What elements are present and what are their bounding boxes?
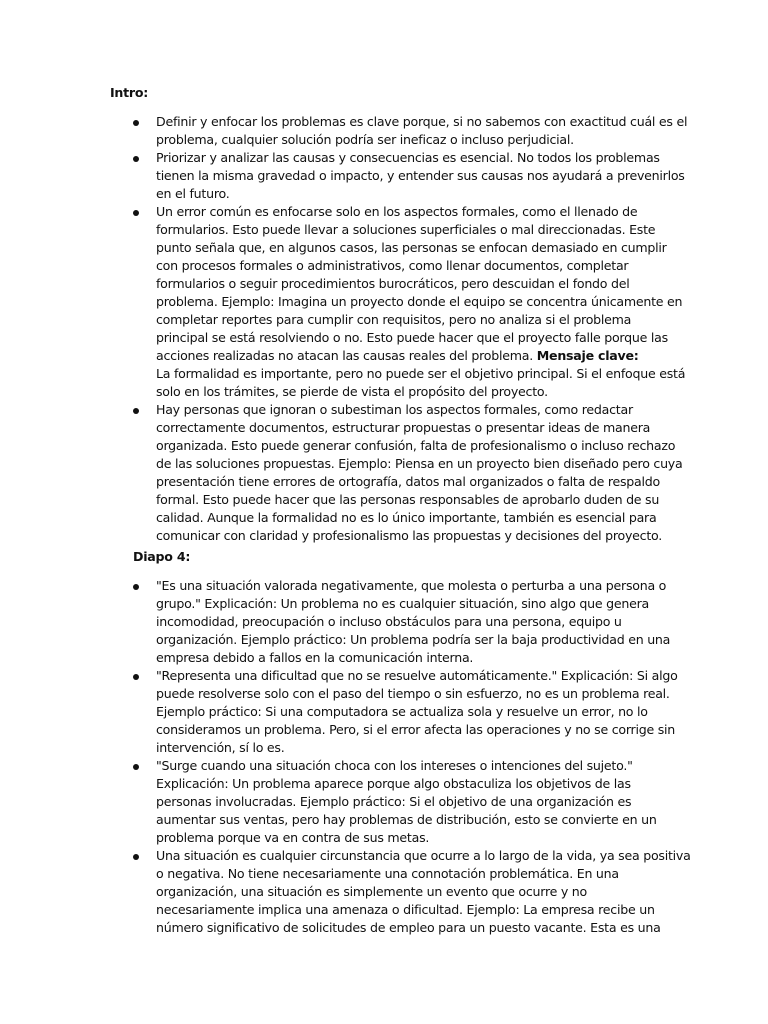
text-line: calidad. Aunque la formalidad no es lo único importante, también es esencial para bbox=[156, 510, 657, 525]
text-line: "Surge cuando una situación choca con los intereses o intenciones del sujeto." bbox=[156, 758, 633, 773]
bullet-icon bbox=[133, 408, 139, 414]
text-line: Hay personas que ignoran o subestiman los aspectos formales, como redactar bbox=[156, 402, 633, 417]
text-line: en el futuro. bbox=[156, 186, 230, 201]
list-item bbox=[156, 757, 666, 847]
text-line: solo en los trámites, se pierde de vista el propósito del proyecto. bbox=[156, 384, 548, 399]
list-item bbox=[156, 401, 683, 545]
list-item bbox=[156, 203, 686, 401]
text-line: Ejemplo práctico: Si una computadora se actualiza sola y resuelve un error, no lo bbox=[156, 704, 648, 719]
bullet-icon bbox=[133, 764, 139, 770]
text-line: o negativa. No tiene necesariamente una connotación problemática. En una bbox=[156, 866, 619, 881]
bullet-icon bbox=[133, 156, 139, 162]
text-line: organización, una situación es simplemente un evento que ocurre y no bbox=[156, 884, 587, 899]
bullet-icon bbox=[133, 854, 139, 860]
text-line: formal. Esto puede hacer que las personas responsables de aprobarlo duden de su bbox=[156, 492, 660, 507]
text-line: puede resolverse solo con el paso del tiempo o sin esfuerzo, no es un problema real. bbox=[156, 686, 670, 701]
text-line: con procesos formales o administrativos, como llenar documentos, completar bbox=[156, 258, 629, 273]
text-line: necesariamente implica una amenaza o dificultad. Ejemplo: La empresa recibe un bbox=[156, 902, 655, 917]
text-line: correctamente documentos, estructurar propuestas o presentar ideas de manera bbox=[156, 420, 651, 435]
list-item bbox=[156, 667, 678, 757]
text-line: personas involucradas. Ejemplo práctico: Si el objetivo de una organización es bbox=[156, 794, 632, 809]
text-line: número significativo de solicitudes de empleo para un puesto vacante. Esta es una bbox=[156, 920, 661, 935]
text-line: organización. Ejemplo práctico: Un problema podría ser la baja productividad en una bbox=[156, 632, 671, 647]
text-line: aumentar sus ventas, pero hay problemas de distribución, esto se convierte en un bbox=[156, 812, 657, 827]
text-line: incomodidad, preocupación o incluso obstáculos para una persona, equipo u bbox=[156, 614, 622, 629]
intro-heading: Intro: bbox=[110, 85, 149, 100]
text-line: consideramos un problema. Pero, si el error afecta las operaciones y no se corrige sin bbox=[156, 722, 675, 737]
text-line: problema, cualquier solución podría ser ineficaz o incluso perjudicial. bbox=[156, 132, 574, 147]
text-line: grupo." Explicación: Un problema no es cualquier situación, sino algo que genera bbox=[156, 596, 649, 611]
text-fragment: acciones realizadas no atacan las causas reales del problema. bbox=[156, 348, 533, 363]
text-line: organizada. Esto puede generar confusión, falta de profesionalismo o incluso rechazo bbox=[156, 438, 676, 453]
text-line: Priorizar y analizar las causas y consecuencias es esencial. No todos los problemas bbox=[156, 150, 660, 165]
list-item bbox=[156, 577, 671, 667]
text-line: Una situación es cualquier circunstancia que ocurre a lo largo de la vida, ya sea positiva bbox=[156, 848, 691, 863]
bullet-icon bbox=[133, 210, 139, 216]
text-line: comunicar con claridad y profesionalismo las propuestas y decisiones del proyecto. bbox=[156, 528, 663, 543]
bullet-icon bbox=[133, 674, 139, 680]
text-line: formularios o seguir procedimientos burocráticos, pero descuidan el fondo del bbox=[156, 276, 630, 291]
text-line: completar reportes para cumplir con requisitos, pero no analiza si el problema bbox=[156, 312, 632, 327]
text-line: de las soluciones propuestas. Ejemplo: Piensa en un proyecto bien diseñado pero cuya bbox=[156, 456, 683, 471]
key-message-label: Mensaje clave: bbox=[536, 348, 639, 363]
text-line: tienen la misma gravedad o impacto, y entender sus causas nos ayudará a prevenirlos bbox=[156, 168, 685, 183]
text-line: Explicación: Un problema aparece porque algo obstaculiza los objetivos de las bbox=[156, 776, 631, 791]
list-item bbox=[156, 149, 685, 203]
text-line: presentación tiene errores de ortografía, datos mal organizados o falta de respaldo bbox=[156, 474, 660, 489]
text-line: empresa debido a fallos en la comunicación interna. bbox=[156, 650, 474, 665]
text-line: Definir y enfocar los problemas es clave porque, si no sabemos con exactitud cuál es el bbox=[156, 114, 688, 129]
text-line: Un error común es enfocarse solo en los aspectos formales, como el llenado de bbox=[156, 204, 638, 219]
bullet-icon bbox=[133, 120, 139, 126]
diapo4-list bbox=[156, 577, 691, 937]
text-line: problema porque va en contra de sus metas. bbox=[156, 830, 430, 845]
list-item bbox=[156, 847, 691, 937]
text-line bbox=[156, 347, 666, 365]
text-line: formularios. Esto puede llevar a soluciones superficiales o mal direccionadas. Este bbox=[156, 222, 656, 237]
text-line: "Representa una dificultad que no se resuelve automáticamente." Explicación: Si algo bbox=[156, 668, 678, 683]
bullet-icon bbox=[133, 584, 139, 590]
text-line: intervención, sí lo es. bbox=[156, 740, 285, 755]
intro-list bbox=[156, 113, 688, 545]
diapo4-heading: Diapo 4: bbox=[133, 549, 191, 564]
text-line: problema. Ejemplo: Imagina un proyecto donde el equipo se concentra únicamente en bbox=[156, 294, 683, 309]
text-line: principal se está resolviendo o no. Esto puede hacer que el proyecto falle porque las bbox=[156, 330, 668, 345]
text-line: La formalidad es importante, pero no puede ser el objetivo principal. Si el enfoque está bbox=[156, 366, 686, 381]
text-line: punto señala que, en algunos casos, las personas se enfocan demasiado en cumplir bbox=[156, 240, 667, 255]
list-item bbox=[156, 113, 688, 149]
text-line: "Es una situación valorada negativamente, que molesta o perturba a una persona o bbox=[156, 578, 667, 593]
